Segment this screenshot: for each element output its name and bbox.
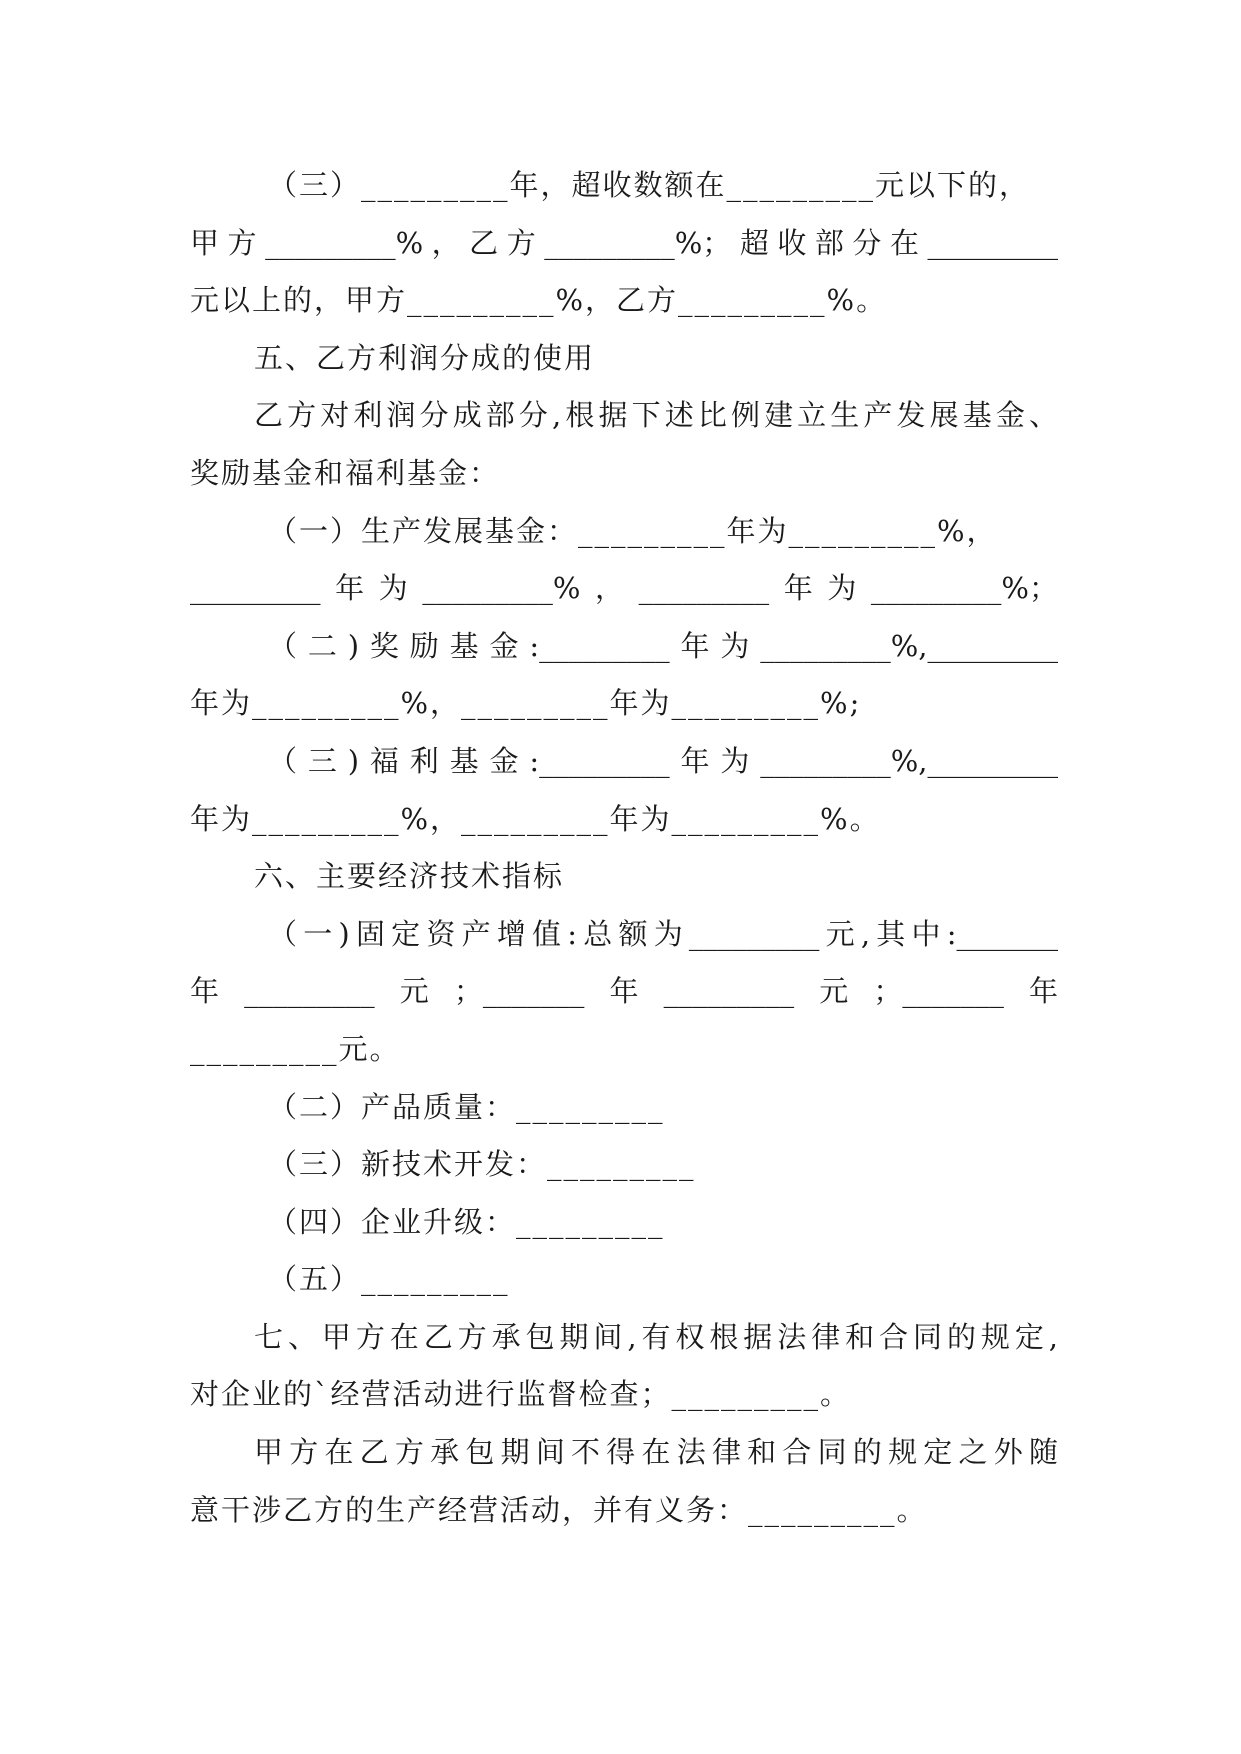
- section-6-heading: 六、主要经济技术指标: [254, 859, 565, 894]
- clause-4-3-line-2: 甲方_________%，乙方_________%；超收部分在_________: [190, 225, 1058, 260]
- clause-5-2-line-1: （二)奖励基金:_________年为_________%,_________: [268, 628, 1058, 663]
- clause-4-3-line-1: （三）_________年，超收数额在_________元以下的，: [268, 168, 1031, 202]
- clause-6-4: （四）企业升级：_________: [268, 1204, 665, 1239]
- section-7-line-2: 对企业的`经营活动进行监督检查；_________。: [190, 1377, 852, 1412]
- section-5-heading: 五、乙方利润分成的使用: [254, 340, 596, 375]
- clause-6-2: （二）产品质量：_________: [268, 1089, 665, 1124]
- clause-4-3-line-3: 元以上的，甲方_________%，乙方_________%。: [190, 283, 888, 318]
- clause-5-1-line-2: _________年为_________%，_________年为_________%；: [190, 571, 1058, 606]
- section-7-para-2-line-2: 意干涉乙方的生产经营活动，并有义务：_________。: [190, 1492, 928, 1527]
- clause-5-3-line-2: 年为_________%，_________年为_________%。: [190, 801, 881, 836]
- clause-5-1-line-1: （一）生产发展基金：_________年为_________%，: [268, 513, 998, 548]
- clause-6-5: （五）_________: [268, 1262, 510, 1297]
- clause-6-3: （三）新技术开发：_________: [268, 1147, 696, 1182]
- clause-5-2-line-2: 年为_________%，_________年为_________%;: [190, 686, 862, 721]
- section-7-para-2-line-1: 甲方在乙方承包期间不得在法律和合同的规定之外随: [254, 1435, 1058, 1470]
- clause-6-1-line-1: （一)固定资产增值:总额为_________元,其中:_______: [268, 916, 1058, 951]
- section-7-line-1: 七、甲方在乙方承包期间,有权根据法律和合同的规定,: [254, 1319, 1058, 1354]
- document-body: [190, 157, 1058, 1539]
- clause-5-3-line-1: （三)福利基金:_________年为_________%,_________: [268, 743, 1058, 778]
- clause-6-1-line-2: 年_________元；_______年_________元；_______年: [190, 974, 1058, 1009]
- section-5-para-line-2: 奖励基金和福利基金：: [190, 455, 501, 490]
- section-5-para-line-1: 乙方对利润分成部分,根据下述比例建立生产发展基金、: [254, 398, 1058, 433]
- clause-6-1-line-3: _________元。: [190, 1031, 401, 1066]
